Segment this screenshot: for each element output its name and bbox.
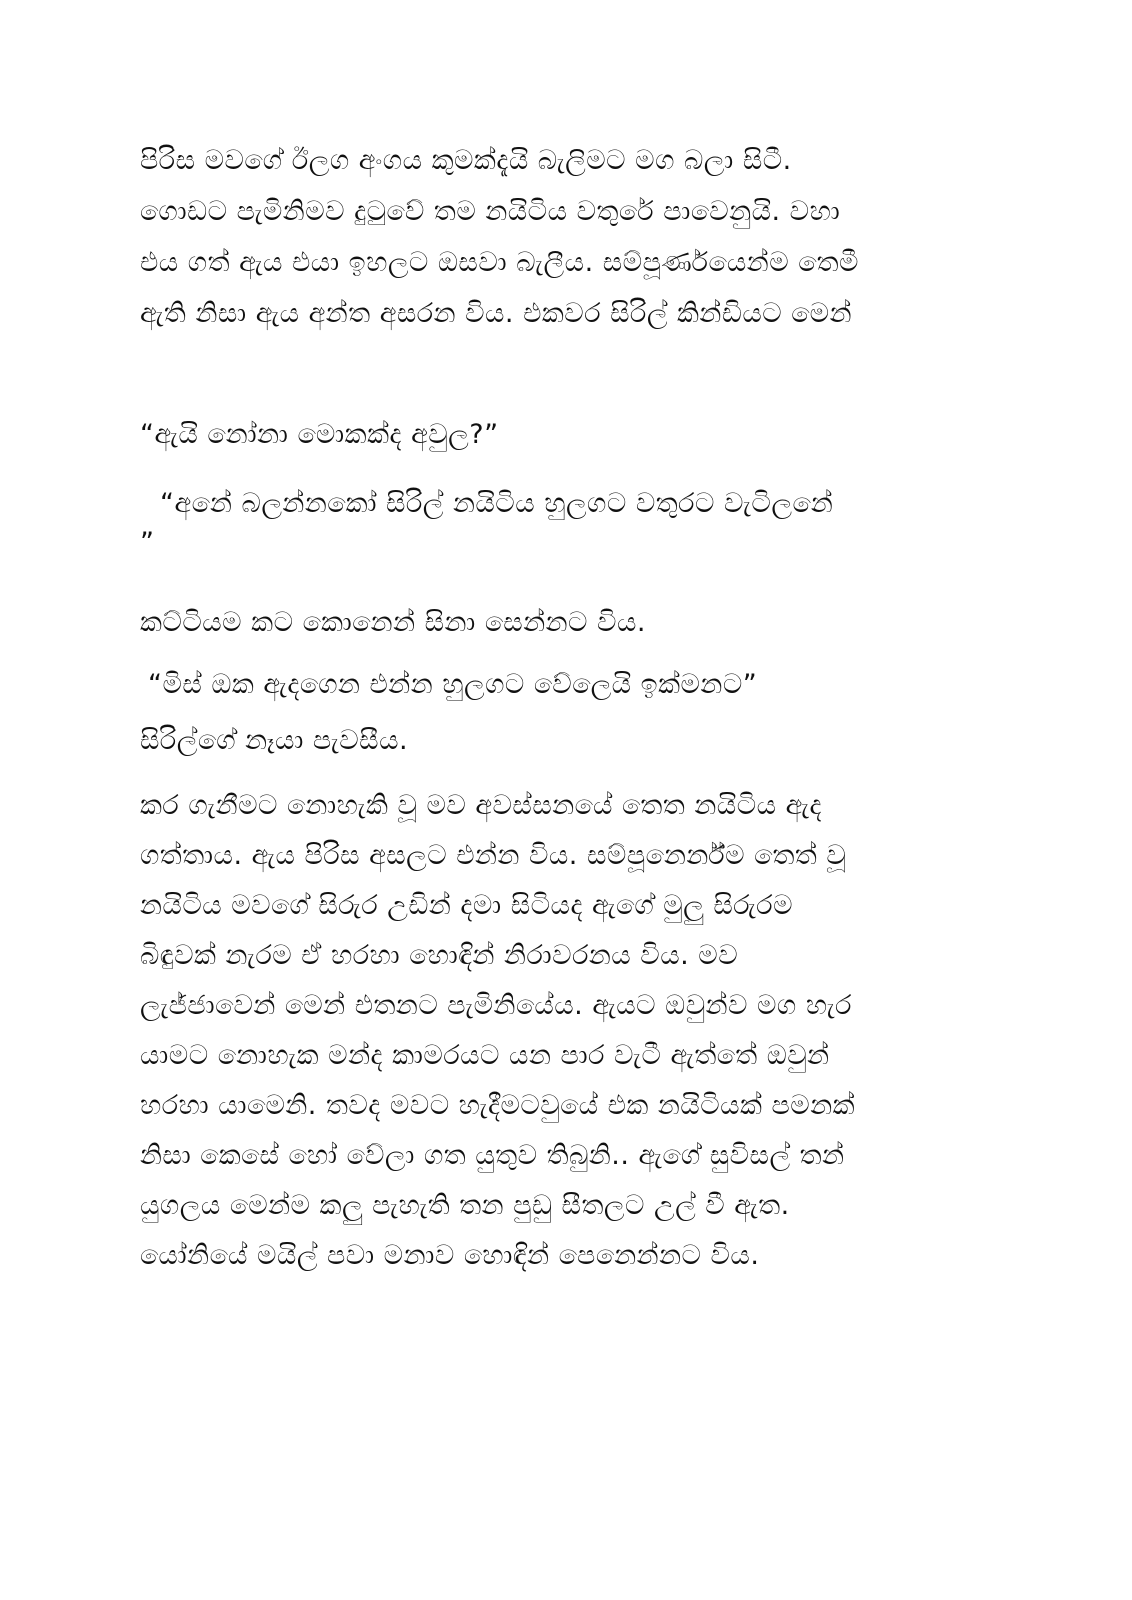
paragraph-4-line-8: නිසා කෙසේ හෝ වේලා ගත යුතුව තිබුනි.. ඇගේ සුවිසල් තන්: [140, 1140, 845, 1171]
paragraph-4-line-7: හරහා යාමෙනි. තවද මවට හැදීමටවුයේ එක නයිටියක් පමනක්: [140, 1090, 856, 1121]
paragraph-1-line-3: එය ගත් ඇය එයා ඉහලට ඔසවා බැලීය. සම්පූර්ණයෙන්ම තෙමී: [140, 247, 859, 278]
dialogue-line-1: “ඇයි නෝනා මොකක්ද අවුල?”: [140, 419, 499, 450]
dialogue-line-3: “මිස් ඔක ඇදගෙන එන්න හුලගට වේලෙයි ඉක්මනට”: [148, 669, 758, 700]
paragraph-4-line-6: යාමට නොහැක මන්ද කාමරයට යන පාර වැටී ඇත්තේ ඔවුන්: [140, 1040, 830, 1071]
paragraph-1-line-2: ගොඩට පැමිනිමව දුටුවේ තම නයිටිය වතුරේ පාවෙනුයි. වහා: [140, 196, 841, 227]
paragraph-4-line-9: යුගලය මෙන්ම කලු පැහැති තන පුඩු සීතලට උල් වී ඇත.: [140, 1190, 790, 1221]
paragraph-4-line-10: යෝනියේ මයිල් පවා මනාව හොඳින් පෙනෙන්නට විය.: [140, 1240, 760, 1271]
paragraph-3: සිරිල්ගේ නෑයා පැවසීය.: [140, 725, 409, 756]
dialogue-line-2: “අනේ බලන්නකෝ සිරිල් නයිටිය හුලගට වතුරට වැටිලනේ: [160, 488, 834, 519]
paragraph-4-line-4: බිඳුවක් නැරම ඒ හරහා හොඳින් නිරාවරනය විය. මව: [140, 940, 739, 971]
paragraph-4-line-3: නයිටිය මවගේ සිරුර උඩින් දමා සිටියද ඇගේ මුලු සිරුරම: [140, 890, 794, 921]
paragraph-1-line-1: පිරිස මවගේ ඊලග අංගය කුමක්දැයි බැලිමට මග බලා සිටී.: [140, 145, 792, 176]
paragraph-4-line-2: ගත්තාය. ඇය පිරිස අසලට එන්න විය. සම්පූනෙර්න්ම තෙත් වූ: [140, 840, 847, 871]
dialogue-line-2-close-quote: ”: [140, 527, 155, 558]
paragraph-1-line-4: ඇති නිසා ඇය අන්ත අසරන විය. එකවර සිරිල් කින්ඩියට මෙන්: [140, 298, 852, 329]
paragraph-2: කට්ටියම කට කොනෙන් සිනා සෙන්නට විය.: [140, 607, 646, 638]
paragraph-4-line-5: ලැජ්ජාවෙන් මෙන් එතනට පැමිනියේය. ඇයට ඔවුන්ව මග හැර: [140, 990, 852, 1021]
paragraph-4-line-1: කර ගැනීමට නොහැකි වූ මව අවස්සනයේ තෙත නයිටිය ඇද: [140, 790, 823, 821]
